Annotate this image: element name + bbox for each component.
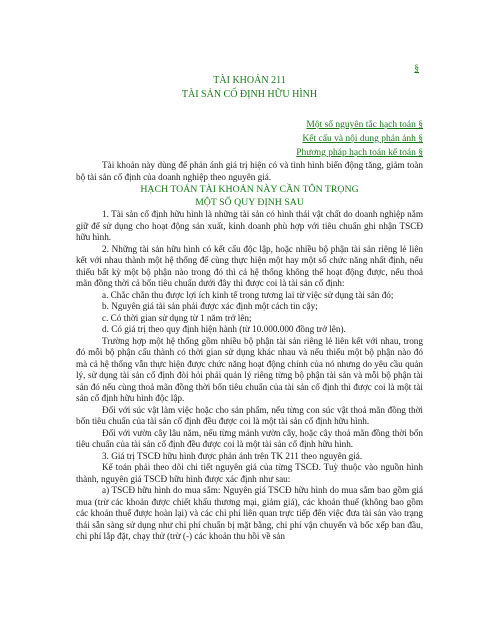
paragraph: Trường hợp một hệ thống gồm nhiều bộ phận tài sản riêng lẻ liên kết với nhau, trong đó mỗi bộ phận cấu thành có thời gian sử dụng khác nhau và nếu thiếu một bộ phận nào đó mà cả hệ thống vẫn thực hiện được chức năng hoạt động chính của nó nhưng do yêu cầu quản lý, sử dụng tài sản cố định đòi hỏi phải quản lý riêng từng bộ phận tài sản và mỗi bộ phận tài sản đó nếu cùng thoả mãn đồng thời bốn tiêu chuẩn của tài sản cố định thì được coi là một tài sản cố định hữu hình độc lập. xyxy=(76,335,423,403)
title-line-1: TÀI KHOẢN 211 xyxy=(213,75,286,86)
section-heading-line-2: MỘT SỐ QUY ĐỊNH SAU xyxy=(195,197,304,208)
paragraph: 2. Những tài sản hữu hình có kết cấu độc lập, hoặc nhiều bộ phận tài sản riêng lẻ liên kết với nhau thành một hệ thống để cùng thực hiện một hay một số chức năng nhất định, nếu thiếu bất kỳ một bộ phận nào trong đó thì cả hệ thống không thể hoạt động được, nếu thoả mãn đồng thời cả bốn tiêu chuẩn dưới đây thì được coi là tài sản cố định: xyxy=(76,243,423,288)
toc-link-principles[interactable]: Một số nguyên tắc hạch toán § xyxy=(306,120,423,130)
section-heading-line-1: HẠCH TOÁN TÀI KHOẢN NÀY CẦN TÔN TRỌNG xyxy=(140,184,359,195)
toc-link-methods[interactable]: Phương pháp hạch toán kế toán § xyxy=(296,148,423,158)
paragraph: Đối với súc vật làm việc hoặc cho sản phẩm, nếu từng con súc vật thoả mãn đồng thời bốn tiêu chuẩn của tài sản cố định đều được coi là một tài sản cố định hữu hình. xyxy=(76,404,423,426)
intro-paragraph: Tài khoản này dùng để phản ánh giá trị hiện có và tình hình biến động tăng, giảm toàn bộ tài sản cố định của doanh nghiệp theo nguyên giá. xyxy=(76,160,423,182)
paragraph: Kế toán phải theo dõi chi tiết nguyên giá của từng TSCĐ. Tuỳ thuộc vào nguồn hình thành, nguyên giá TSCĐ hữu hình được xác định như sau: xyxy=(76,462,423,484)
paragraph: Đối với vườn cây lâu năm, nếu từng mảnh vườn cây, hoặc cây thoả mãn đồng thời bốn tiêu chuẩn của tài sản cố định đều được coi là một tài sản cố định hữu hình. xyxy=(76,427,423,449)
table-of-contents xyxy=(76,118,423,160)
document-title xyxy=(76,74,423,102)
toc-link-structure[interactable]: Kết cấu và nội dung phản ánh § xyxy=(302,134,423,144)
paragraph: 1. Tài sản cố định hữu hình là những tài sản có hình thái vật chất do doanh nghiệp nắm giữ để sử dụng cho hoạt động sản xuất, kinh doanh phù hợp với tiêu chuẩn ghi nhận TSCĐ hữu hình. xyxy=(76,209,423,242)
section-heading xyxy=(76,183,423,209)
title-line-2: TÀI SẢN CỐ ĐỊNH HỮU HÌNH xyxy=(181,89,318,100)
list-item: b. Nguyên giá tài sản phải được xác định một cách tin cậy; xyxy=(102,301,318,311)
paragraph: a) TSCĐ hữu hình do mua sắm: Nguyên giá TSCĐ hữu hình do mua sắm bao gồm giá mua (trừ các khoản được chiết khấu thương mại, giảm giá), các khoản thuế (không bao gồm các khoản thuế được hoàn lại) và các chi phí liên quan trực tiếp đến việc đưa tài sản vào trạng thái sẵn sàng sử dụng như chi phí chuẩn bị mặt bằng, chi phí vận chuyển và bốc xếp ban đầu, chi phí lắp đặt, chạy thử (trừ (-) các khoản thu hồi về sản xyxy=(76,485,423,541)
section-anchor-link[interactable]: § xyxy=(414,64,419,74)
list-item: a. Chắc chắn thu được lợi ích kinh tế trong tương lai từ việc sử dụng tài sản đó; xyxy=(102,289,394,300)
list-item: d. Có giá trị theo quy định hiện hành (từ 10.000.000 đồng trở lên). xyxy=(102,324,346,334)
list-item: c. Có thời gian sử dụng từ 1 năm trở lên; xyxy=(102,312,252,323)
paragraph: 3. Giá trị TSCĐ hữu hình được phản ánh trên TK 211 theo nguyên giá. xyxy=(102,450,363,461)
